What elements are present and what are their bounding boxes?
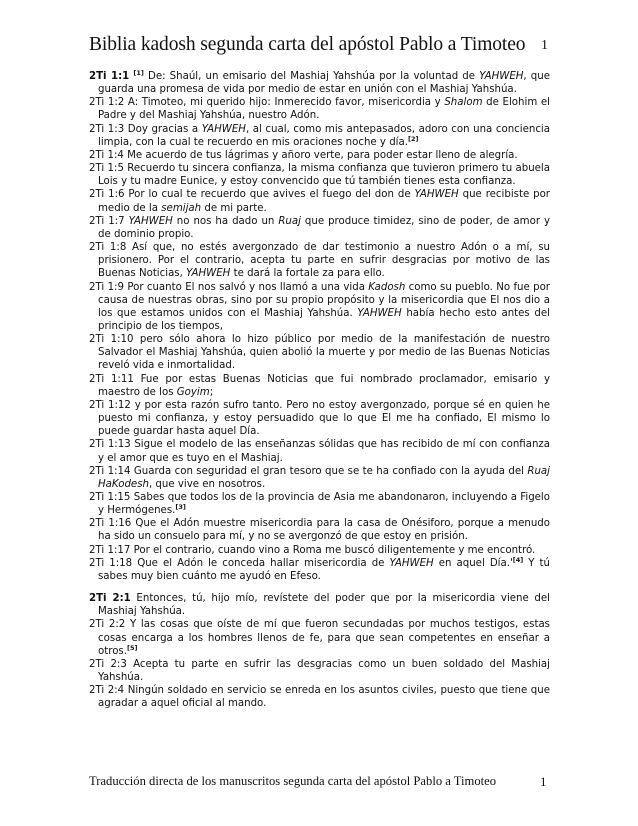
verse-text: A: Timoteo, mi querido hijo: Inmerecido favor, misericordia y — [127, 97, 445, 109]
verse-reference: 2Ti 1:11 — [89, 373, 134, 385]
verse-reference: 2Ti 1:5 — [89, 163, 124, 175]
verse — [89, 544, 550, 557]
verse — [89, 188, 550, 214]
verse — [89, 399, 550, 438]
verse-text: Por cuanto El nos salvó y nos llamó a una vida — [127, 281, 369, 293]
verse — [89, 465, 550, 491]
verse-reference: 2Ti 1:3 — [89, 123, 125, 135]
verse-text: de mi parte. — [201, 202, 267, 214]
verse — [89, 70, 550, 96]
italic-term: YAHWEH — [479, 71, 524, 82]
verse-reference: 2Ti 2:3 — [89, 658, 127, 670]
italic-term: YAHWEH — [389, 557, 434, 569]
verse — [89, 592, 550, 618]
verse-reference: 2Ti 1:13 — [89, 439, 131, 451]
verse-text: Entonces, tú, hijo mío, revístete del poder que por la misericordia viene del Mashiaj Yahshúa. — [98, 593, 550, 618]
italic-term: Kadosh — [368, 281, 406, 293]
verse-list — [89, 70, 550, 711]
verse-reference: 2Ti 1:2 — [89, 97, 125, 109]
verse-text: no nos ha dado un — [172, 215, 279, 227]
verse-reference: 2Ti 2:2 — [89, 619, 126, 631]
footnote-marker[interactable]: [5] — [126, 643, 138, 652]
verse-text: Por el contrario, cuando vino a Roma me buscó diligentemente y me encontró. — [133, 544, 536, 556]
verse-text: Recuerdo tu sincera confianza, la misma confianza que tuvieron primero tu abuela Lois y tu madre Eunice, y estoy convencido que tú también tienes esta confianza. — [98, 163, 550, 188]
verse-text: había hecho esto antes del principio de los tiempos, — [98, 307, 550, 332]
page-footer-text: Traducción directa de los manuscritos segunda carta del apóstol Pablo a Timoteo — [89, 774, 497, 788]
verse — [89, 162, 550, 188]
italic-term: YAHWEH — [186, 268, 231, 280]
verse — [89, 658, 550, 684]
italic-term: YAHWEH — [357, 307, 402, 319]
verse-text: , que guarda una promesa de vida por medio de estar en unión con el Mashiaj Yahshúa. — [98, 71, 550, 96]
verse — [89, 373, 550, 399]
footnote-marker[interactable]: [2] — [407, 134, 419, 143]
verse-text: Sabes que todos los de la provincia de Asia me abandonaron, incluyendo a Figelo y Hermógenes. — [98, 492, 550, 517]
verse-text: que produce timidez, sino de poder, de amor y de dominio propio. — [98, 215, 551, 240]
italic-term: YAHWEH — [414, 189, 459, 201]
verse-reference: 2Ti 1:6 — [89, 189, 125, 201]
verse — [89, 96, 550, 122]
verse-reference: 2Ti 1:14 — [89, 465, 131, 477]
verse-reference: 2Ti 1:8 — [89, 242, 127, 254]
verse-text: Por lo cual te recuerdo que avives el fuego del don de — [128, 189, 415, 201]
verse — [89, 517, 550, 543]
footnote-marker[interactable]: [4] — [512, 555, 524, 564]
verse-text: que recibiste por medio de la — [98, 189, 550, 214]
verse-reference: 2Ti 1:9 — [89, 281, 124, 293]
verse-text: Ningún soldado en servicio se enreda en los asuntos civiles, puesto que tiene que agradar a aquel oficial al mando. — [98, 685, 550, 710]
verse-text: de Elohim el Padre y del Mashiaj Yahshúa, nuestro Adón. — [98, 97, 550, 122]
italic-term: Ruaj HaKodesh — [98, 465, 550, 490]
page-header-number: 1 — [541, 38, 548, 53]
verse-reference: 2Ti 2:4 — [89, 685, 125, 697]
verse — [89, 491, 550, 517]
verse-text: Me acuerdo de tus lágrimas y añoro verte, para poder estar lleno de alegría. — [127, 149, 518, 161]
verse — [89, 123, 550, 149]
verse-text: te dará la fortale za para ello. — [230, 268, 385, 280]
italic-term: YAHWEH — [128, 215, 173, 227]
verse-reference: 2Ti 2:1 — [89, 593, 131, 605]
verse-reference: 2Ti 1:4 — [89, 149, 124, 161]
page-header-title: Biblia kadosh segunda carta del apóstol Pablo a Timoteo — [89, 34, 526, 55]
italic-term: YAHWEH — [201, 123, 246, 135]
verse-text: Así que, no estés avergonzado de dar testimonio a nuestro Adón o a mí, su prisionero. Por el contrario, acepta tu parte en sufrir desgracias por motivo de las Buenas Noticias, — [98, 242, 550, 280]
verse — [89, 438, 550, 464]
verse-reference: 2Ti 1:10 — [89, 334, 134, 346]
verse — [89, 241, 550, 280]
verse-text: Doy gracias a — [127, 123, 202, 135]
verse-text: , que vive en nosotros. — [148, 478, 266, 490]
verse-text: Que el Adón le conceda hallar misericordia de — [137, 557, 390, 569]
verse-reference: 2Ti 1:18 — [89, 557, 133, 569]
verse-reference: 2Ti 1:17 — [89, 544, 131, 556]
verse-text: De: Shaúl, un emisario del Mashiaj Yahshúa por la voluntad de — [143, 71, 480, 82]
verse — [89, 684, 550, 710]
verse-reference: 2Ti 1:16 — [89, 518, 132, 530]
verse-text: Sigue el modelo de las enseñanzas sólidas que has recibido de mí con confianza y el amor que es tuyo en el Mashiaj. — [98, 439, 550, 464]
verse — [89, 281, 550, 334]
verse-text: y por esta razón sufro tanto. Pero no estoy avergonzado, porque sé en quien he puesto mi confianza, y estoy persuadido que lo que El me ha confiado, El mismo lo puede guardar hasta aquel Día. — [98, 399, 551, 438]
verse-reference: 2Ti 1:15 — [89, 492, 131, 503]
page-footer-number: 1 — [540, 774, 547, 789]
italic-term: Goyim — [176, 386, 210, 398]
verse-text: Y las cosas que oíste de mí que fueron secundadas por muchos testigos, estas cosas encarga a los hombres llenos de fe, para que sean competentes en enseñar a otros. — [98, 619, 550, 657]
verse-text: Que el Adón muestre misericordia para la casa de Onésiforo, porque a menudo ha sido un consuelo para mí, y no se avergonzó de que estoy en prisión. — [98, 518, 550, 543]
footnote-marker[interactable]: [1] — [133, 69, 144, 77]
verse-reference: 2Ti 1:1 — [89, 71, 130, 82]
italic-term: semijah — [161, 202, 202, 214]
verse-text: Fue por estas Buenas Noticias que fui nombrado proclamador, emisario y maestro de los — [98, 373, 550, 398]
verse — [89, 215, 550, 241]
verse — [89, 618, 550, 657]
verse-reference: 2Ti 1:7 — [89, 215, 125, 227]
verse-text: Acepta tu parte en sufrir las desgracias como un buen soldado del Mashiaj Yahshúa. — [98, 658, 550, 684]
verse — [89, 557, 550, 583]
italic-term: Shalom — [444, 97, 483, 109]
verse — [89, 149, 550, 162]
verse-text: , al cual, como mis antepasados, adoro con una conciencia limpia, con la cual te recuerdo en mis oraciones noche y día. — [98, 123, 550, 148]
verse-text: pero sólo ahora lo hizo público por medio de la manifestación de nuestro Salvador el Mashiaj Yahshúa, quien abolió la muerte y por medio de las Buenas Noticias reveló vida e inmortalidad. — [98, 334, 550, 372]
verse — [89, 333, 550, 372]
verse-text: en aquel Día.' — [433, 557, 513, 569]
verse-text: como su pueblo. No fue por causa de nuestras obras, sino por su propio propósito y la misericordia que El nos dio a los que estamos unidos con el Mashiaj Yahshúa. — [98, 281, 550, 319]
verse-reference: 2Ti 1:12 — [89, 399, 131, 411]
footnote-marker[interactable]: [3] — [175, 503, 186, 512]
verse-text: Y tú sabes muy bien cuánto me ayudó en Efeso. — [98, 557, 550, 582]
verse-text: Guarda con seguridad el gran tesoro que se te ha confiado con la ayuda del — [133, 465, 528, 477]
italic-term: Ruaj — [278, 215, 301, 227]
verse-text: ; — [209, 386, 214, 398]
